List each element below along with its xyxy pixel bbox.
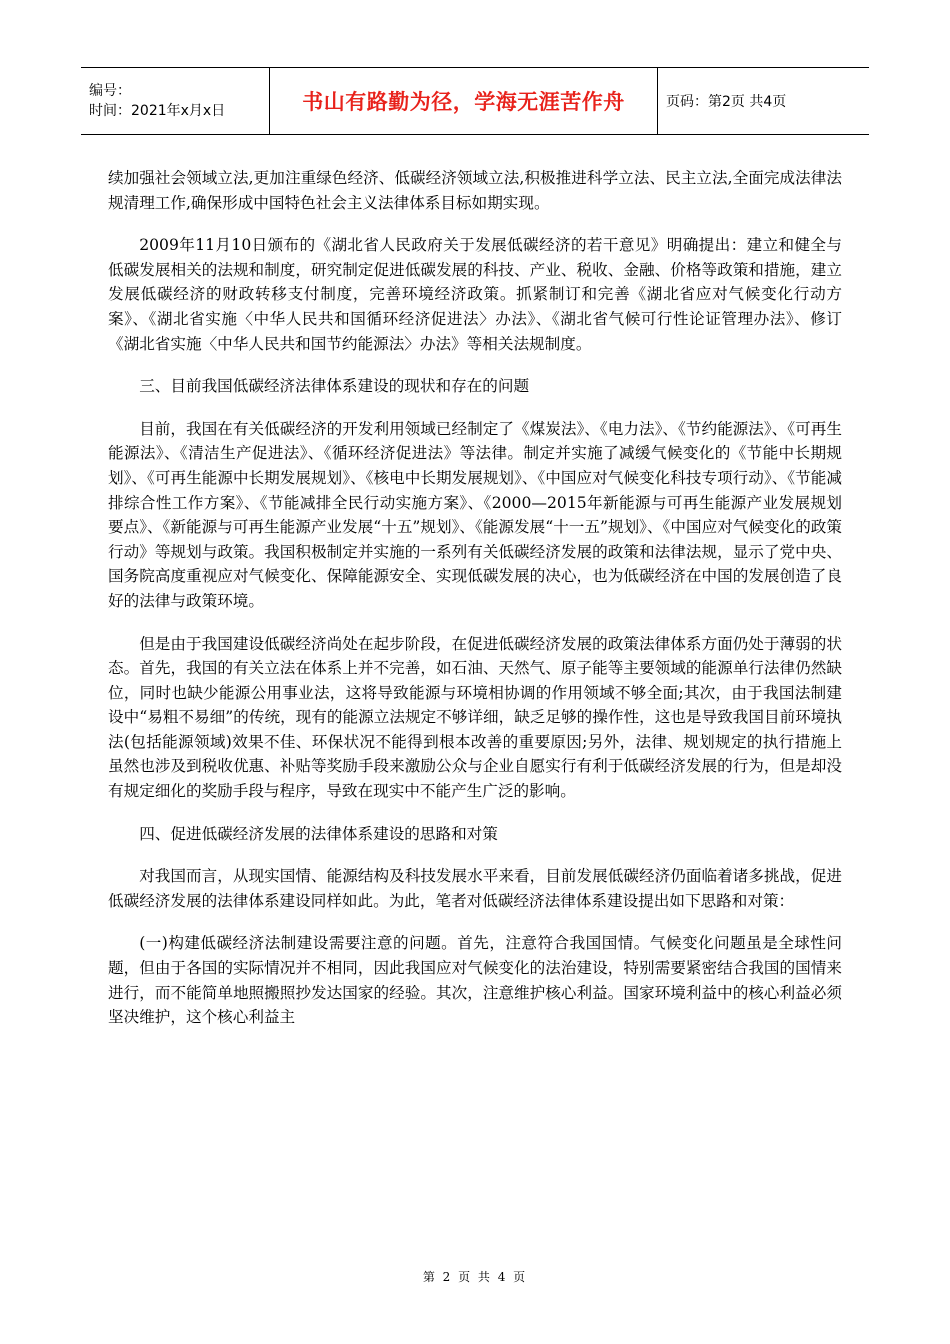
paragraph-challenges: 对我国而言，从现实国情、能源结构及科技发展水平来看，目前发展低碳经济仍面临着诸多挑战，促进低碳经济发展的法律体系建设同样如此。为此，笔者对低碳经济法律体系建设提出如下思路和对策：: [108, 867, 842, 910]
header-page-info: 页码：第2页 共4页: [666, 94, 787, 110]
paragraph-issues: (一)构建低碳经济法制建设需要注意的问题。首先，注意符合我国国情。气候变化问题虽是全球性问题，但由于各国的实际情况并不相同，因此我国应对气候变化的法治建设，特别需要紧密结合我国的国情来进行，而不能简单地照搬照抄发达国家的经验。其次，注意维护核心利益。国家环境利益中的核心利益必须坚决维护，这个核心利益主: [108, 934, 842, 1027]
header-motto-cell: [270, 68, 658, 134]
document-time-label: 时间：2021年x月x日: [89, 103, 226, 119]
header-motto: 书山有路勤为径，学海无涯苦作舟: [302, 90, 625, 114]
paragraph-hubei-opinion: 2009年11月10日颁布的《湖北省人民政府关于发展低碳经济的若干意见》明确提出：建立和健全与低碳发展相关的法规和制度，研究制定促进低碳发展的科技、产业、税收、金融、价格等政策和措施，建立发展低碳经济的财政转移支付制度，完善环境经济政策。抓紧制订和完善《湖北省应对气候变化行动方案》、《湖北省实施〈中华人民共和国循环经济促进法〉办法》、《湖北省气候可行性论证管理办法》、修订《湖北省实施〈中华人民共和国节约能源法〉办法》等相关法规制度。: [108, 236, 842, 353]
document-number-label: 编号：: [89, 83, 131, 99]
header-page-cell: [658, 68, 869, 134]
document-body: [108, 166, 842, 1048]
section-heading-three: 三、目前我国低碳经济法律体系建设的现状和存在的问题: [139, 377, 530, 396]
paragraph-weaknesses: 但是由于我国建设低碳经济尚处在起步阶段，在促进低碳经济发展的政策法律体系方面仍处于薄弱的状态。首先，我国的有关立法在体系上并不完善，如石油、天然气、原子能等主要领域的能源单行法律仍然缺位，同时也缺少能源公用事业法，这将导致能源与环境相协调的作用领域不够全面;其次，由于我国法制建设中“易粗不易细”的传统，现有的能源立法规定不够详细，缺乏足够的操作性，这也是导致我国目前环境执法(包括能源领域)效果不佳、环保状况不能得到根本改善的重要原因;另外，法律、规划规定的执行措施上虽然也涉及到税收优惠、补贴等奖励手段来激励公众与企业自愿实行有利于低碳经济发展的行为，但是却没有规定细化的奖励手段与程序，导致在现实中不能产生广泛的影响。: [108, 634, 842, 801]
page-footer: 第 2 页 共 4 页: [422, 1270, 528, 1284]
page-header: [81, 67, 869, 135]
section-heading-four: 四、促进低碳经济发展的法律体系建设的思路和对策: [139, 824, 498, 843]
paragraph-current-laws: 目前，我国在有关低碳经济的开发利用领域已经制定了《煤炭法》、《电力法》、《节约能源法》、《可再生能源法》、《清洁生产促进法》、《循环经济促进法》等法律。制定并实施了减缓气候变化的《节能中长期规划》、《可再生能源中长期发展规划》、《核电中长期发展规划》、《中国应对气候变化科技专项行动》、《节能减排综合性工作方案》、《节能减排全民行动实施方案》、《2000—2015年新能源与可再生能源产业发展规划要点》、《新能源与可再生能源产业发展“十五”规划》、《能源发展“十一五”规划》、《中国应对气候变化的政策行动》等规划与政策。我国积极制定并实施的一系列有关低碳经济发展的政策和法律法规，显示了党中央、国务院高度重视应对气候变化、保障能源安全、实现低碳发展的决心，也为低碳经济在中国的发展创造了良好的法律与政策环境。: [108, 419, 842, 610]
paragraph-continuation: 续加强社会领域立法,更加注重绿色经济、低碳经济领域立法,积极推进科学立法、民主立法,全面完成法律法规清理工作,确保形成中国特色社会主义法律体系目标如期实现。: [108, 169, 842, 212]
header-meta-cell: [81, 68, 270, 134]
